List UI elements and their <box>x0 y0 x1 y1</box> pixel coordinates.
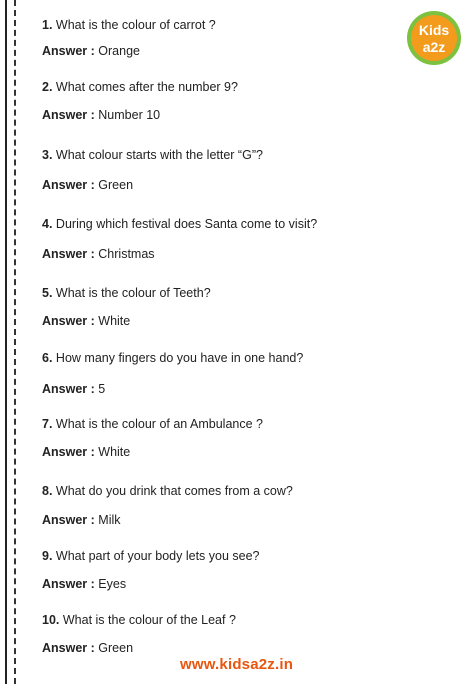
question-number: 9. <box>42 549 53 563</box>
question-body: What is the colour of the Leaf ? <box>62 613 236 627</box>
logo-text-line2: a2z <box>422 39 446 55</box>
page-border-dashed <box>14 0 16 684</box>
question-body: What part of your body lets you see? <box>55 549 260 563</box>
question-text <box>42 351 402 366</box>
question-item <box>42 417 402 459</box>
answer-label: Answer : <box>42 577 95 591</box>
question-number: 7. <box>42 417 53 431</box>
question-text <box>42 286 402 301</box>
answer-line <box>42 44 140 59</box>
question-item <box>42 217 402 261</box>
question-text <box>42 417 402 432</box>
answer-line <box>42 108 160 123</box>
question-number: 2. <box>42 80 53 94</box>
answer-label: Answer : <box>42 314 95 328</box>
question-text <box>42 484 402 499</box>
answer-label: Answer : <box>42 178 95 192</box>
answer-label: Answer : <box>42 247 95 261</box>
answer-value: 5 <box>98 382 106 396</box>
question-number: 8. <box>42 484 53 498</box>
answer-value: Green <box>98 641 134 655</box>
answer-label: Answer : <box>42 445 95 459</box>
question-body: What is the colour of Teeth? <box>55 286 211 300</box>
question-body: During which festival does Santa come to visit? <box>55 217 318 231</box>
question-body: How many fingers do you have in one hand? <box>55 351 304 365</box>
question-body: What do you drink that comes from a cow? <box>55 484 293 498</box>
answer-label: Answer : <box>42 108 95 122</box>
question-item <box>42 80 402 122</box>
answer-label: Answer : <box>42 513 95 527</box>
answer-line <box>42 445 130 460</box>
answer-line <box>42 513 121 528</box>
page-border-solid <box>5 0 7 684</box>
answer-line <box>42 382 105 397</box>
question-item <box>42 18 402 58</box>
answer-value: White <box>98 445 131 459</box>
logo-text-line1: Kids <box>418 22 450 38</box>
answer-value: Number 10 <box>98 108 161 122</box>
answer-value: Milk <box>98 513 121 527</box>
answer-value: Green <box>98 178 134 192</box>
question-item <box>42 148 402 192</box>
answer-value: Eyes <box>98 577 127 591</box>
question-text <box>42 217 402 232</box>
question-number: 10. <box>42 613 60 627</box>
answer-line <box>42 641 133 656</box>
answer-label: Answer : <box>42 44 95 58</box>
question-number: 4. <box>42 217 53 231</box>
answer-label: Answer : <box>42 641 95 655</box>
question-number: 1. <box>42 18 53 32</box>
question-item <box>42 484 402 527</box>
answer-label: Answer : <box>42 382 95 396</box>
question-text <box>42 613 402 628</box>
question-item <box>42 286 402 328</box>
question-body: What is the colour of an Ambulance ? <box>55 417 263 431</box>
question-item <box>42 613 402 655</box>
answer-line <box>42 247 155 262</box>
question-number: 6. <box>42 351 53 365</box>
question-text <box>42 148 402 163</box>
answer-line <box>42 178 133 193</box>
answer-line <box>42 577 126 592</box>
question-body: What colour starts with the letter “G”? <box>55 148 263 162</box>
question-item <box>42 549 402 591</box>
question-item <box>42 351 402 396</box>
footer-website-link[interactable]: www.kidsa2z.in <box>180 656 294 673</box>
question-number: 5. <box>42 286 53 300</box>
question-text <box>42 80 402 95</box>
question-text <box>42 18 402 33</box>
question-number: 3. <box>42 148 53 162</box>
question-text <box>42 549 402 564</box>
question-body: What comes after the number 9? <box>55 80 238 94</box>
answer-line <box>42 314 130 329</box>
kidsa2z-logo <box>406 8 462 68</box>
answer-value: Orange <box>98 44 140 58</box>
answer-value: Christmas <box>98 247 155 261</box>
answer-value: White <box>98 314 131 328</box>
question-body: What is the colour of carrot ? <box>55 18 216 32</box>
